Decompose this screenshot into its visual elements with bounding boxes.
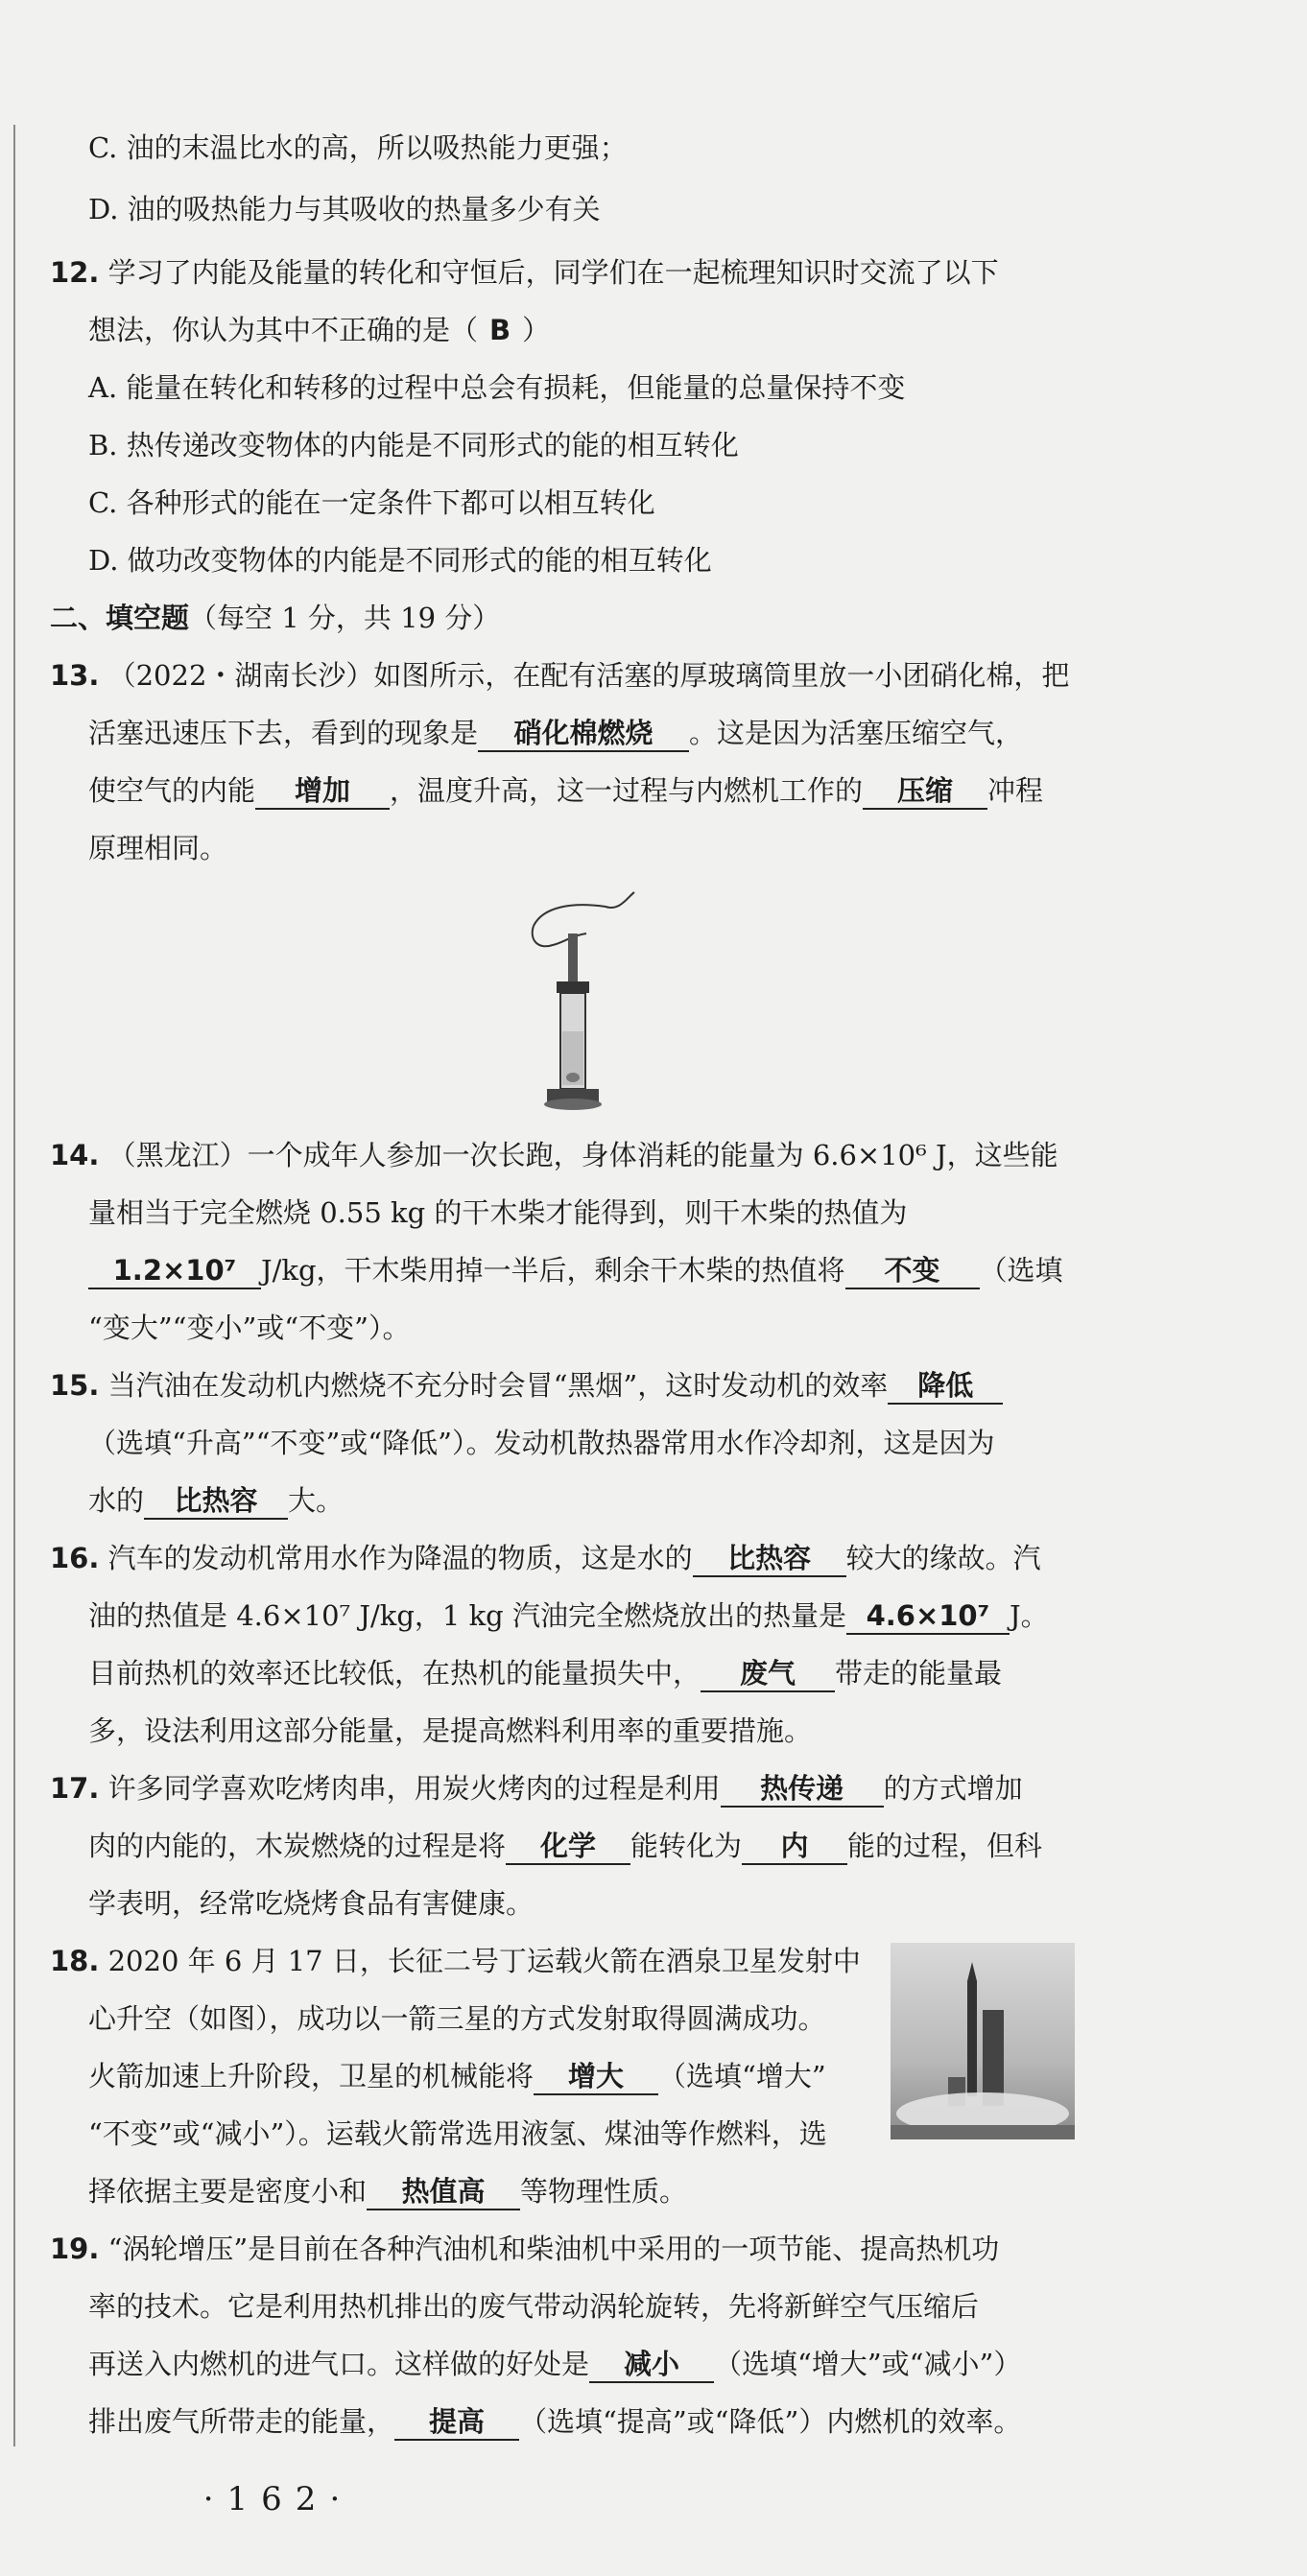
q18-line-4: “不变”或“减小”）。运载火箭常选用液氢、煤油等作燃料，选 xyxy=(88,2117,827,2150)
q15-line-3 xyxy=(88,1481,1077,1520)
q13-text-3a: 使空气的内能 xyxy=(88,774,256,807)
q17-text-1b: 的方式增加 xyxy=(883,1772,1023,1805)
q15-text-1a: 当汽油在发动机内燃烧不充分时会冒“黑烟”，这时发动机的效率 xyxy=(107,1369,889,1402)
q19-text-3b: （选填“增大”或“减小”） xyxy=(714,2348,1022,2380)
q18-text-3b: （选填“增大” xyxy=(658,2060,826,2092)
q19-answer-2: 提高 xyxy=(394,2404,519,2441)
q14-line-3 xyxy=(88,1251,1077,1289)
glass-cylinder-piston-figure xyxy=(514,887,639,1118)
q19-line-2: 率的技术。它是利用热机排出的废气带动涡轮旋转，先将新鲜空气压缩后 xyxy=(88,2290,980,2323)
q15-text-3a: 水的 xyxy=(88,1484,145,1517)
q19-text-4b: （选填“提高”或“降低”）内燃机的效率。 xyxy=(519,2405,1022,2438)
q19-text-4a: 排出废气所带走的能量， xyxy=(88,2405,395,2438)
q15-answer-1: 降低 xyxy=(888,1368,1003,1405)
q13-number: 13. xyxy=(50,659,100,692)
q16-answer-1: 比热容 xyxy=(693,1541,846,1577)
q15-line-1 xyxy=(50,1366,1077,1405)
q12-option-a: A. 能量在转化和转移的过程中总会有损耗，但能量的总量保持不变 xyxy=(88,371,906,404)
q18-text-5b: 等物理性质。 xyxy=(520,2175,688,2208)
section-heading xyxy=(50,599,1077,637)
q13-text-2a: 活塞迅速压下去，看到的现象是 xyxy=(88,717,479,749)
q17-text-1a: 许多同学喜欢吃烤肉串，用炭火烤肉的过程是利用 xyxy=(107,1772,721,1805)
q14-answer-1: 1.2×10⁷ xyxy=(88,1253,261,1289)
q17-text-2c: 能的过程，但科 xyxy=(847,1830,1043,1862)
q14-text-3b: （选填 xyxy=(979,1254,1063,1287)
section-title: 二、填空题 xyxy=(50,602,190,634)
rocket-launch-photo xyxy=(891,1943,1075,2139)
q19-line-4 xyxy=(88,2402,1077,2441)
q14-text-1: （黑龙江）一个成年人参加一次长跑，身体消耗的能量为 6.6×10⁶ J，这些能 xyxy=(107,1139,1058,1171)
q18-text-5a: 择依据主要是密度小和 xyxy=(88,2175,368,2208)
q12-option-d: D. 做功改变物体的内能是不同形式的能的相互转化 xyxy=(88,544,712,577)
q13-line-3 xyxy=(88,771,1077,810)
q16-line-2 xyxy=(88,1596,1077,1635)
q13-line-4: 原理相同。 xyxy=(88,832,228,864)
q16-text-1b: 较大的缘故。汽 xyxy=(845,1542,1041,1574)
q17-line-3: 学表明，经常吃烧烤食品有害健康。 xyxy=(88,1887,535,1920)
q13-text-1: （2022・湖南长沙）如图所示，在配有活塞的厚玻璃筒里放一小团硝化棉，把 xyxy=(107,659,1070,692)
q11-option-c: C. 油的末温比水的高，所以吸热能力更强； xyxy=(88,131,628,164)
q16-text-3b: 带走的能量最 xyxy=(835,1657,1003,1690)
q12-option-b: B. 热传递改变物体的内能是不同形式的能的相互转化 xyxy=(88,429,739,461)
q15-answer-2: 比热容 xyxy=(144,1483,288,1520)
q12-number: 12. xyxy=(50,256,100,289)
q17-answer-2: 化学 xyxy=(506,1829,630,1865)
q15-line-2: （选填“升高”“不变”或“降低”）。发动机散热器常用水作冷却剂，这是因为 xyxy=(88,1427,995,1459)
q12-stem-line-2 xyxy=(88,311,1077,349)
q13-text-3c: 冲程 xyxy=(987,774,1044,807)
q12-stem-2a: 想法，你认为其中不正确的是（ xyxy=(88,314,479,346)
q17-text-2a: 肉的内能的，木炭燃烧的过程是将 xyxy=(88,1830,507,1862)
q19-line-1 xyxy=(50,2230,1077,2268)
q18-line-3 xyxy=(88,2057,875,2095)
q18-answer-2: 热值高 xyxy=(367,2174,520,2210)
q15-number: 15. xyxy=(50,1369,100,1402)
q13-text-3b: ，温度升高，这一过程与内燃机工作的 xyxy=(390,774,864,807)
q13-line-2 xyxy=(88,714,1077,752)
q18-text-3a: 火箭加速上升阶段，卫星的机械能将 xyxy=(88,2060,535,2092)
q18-answer-1: 增大 xyxy=(534,2059,658,2095)
q12-stem-1: 学习了内能及能量的转化和守恒后，同学们在一起梳理知识时交流了以下 xyxy=(107,256,999,289)
q14-answer-2: 不变 xyxy=(845,1253,980,1289)
q17-answer-3: 内 xyxy=(742,1829,847,1865)
q18-line-2: 心升空（如图），成功以一箭三星的方式发射取得圆满成功。 xyxy=(88,2002,826,2035)
rocket-icon xyxy=(891,1943,1075,2139)
q17-text-2b: 能转化为 xyxy=(630,1830,743,1862)
q14-text-3a: J/kg，干木柴用掉一半后，剩余干木柴的热值将 xyxy=(261,1254,845,1287)
q18-number: 18. xyxy=(50,1945,100,1977)
q16-text-1a: 汽车的发动机常用水作为降温的物质，这是水的 xyxy=(107,1542,693,1574)
q13-answer-1: 硝化棉燃烧 xyxy=(478,716,689,752)
q16-text-2b: J。 xyxy=(1009,1599,1049,1632)
margin-rule xyxy=(13,125,15,2446)
q19-text-1: “涡轮增压”是目前在各种汽油机和柴油机中采用的一项节能、提高热机功 xyxy=(107,2233,1000,2265)
q17-line-2 xyxy=(88,1827,1077,1865)
q14-line-4: “变大”“变小”或“不变”）。 xyxy=(88,1312,411,1344)
q19-text-3a: 再送入内燃机的进气口。这样做的好处是 xyxy=(88,2348,590,2380)
q17-number: 17. xyxy=(50,1772,100,1805)
q15-text-3b: 大。 xyxy=(288,1484,345,1517)
q14-line-2: 量相当于完全燃烧 0.55 kg 的干木柴才能得到，则干木柴的热值为 xyxy=(88,1196,908,1229)
q12-option-c: C. 各种形式的能在一定条件下都可以相互转化 xyxy=(88,486,655,519)
q16-answer-3: 废气 xyxy=(701,1656,835,1692)
page-number-value: 162 xyxy=(226,2480,330,2518)
q13-text-2b: 。这是因为活塞压缩空气， xyxy=(689,717,1024,749)
q11-option-d: D. 油的吸热能力与其吸收的热量多少有关 xyxy=(88,193,601,225)
q18-text-1: 2020 年 6 月 17 日，长征二号丁运载火箭在酒泉卫星发射中 xyxy=(107,1945,861,1977)
q17-answer-1: 热传递 xyxy=(721,1771,884,1808)
q16-line-3 xyxy=(88,1654,1077,1692)
q14-number: 14. xyxy=(50,1139,100,1171)
q16-line-4: 多，设法利用这部分能量，是提高燃料利用率的重要措施。 xyxy=(88,1714,813,1747)
q12-stem-2b: ） xyxy=(522,314,551,346)
q19-number: 19. xyxy=(50,2233,100,2265)
q16-text-2a: 油的热值是 4.6×10⁷ J/kg，1 kg 汽油完全燃烧放出的热量是 xyxy=(88,1599,846,1632)
q19-answer-1: 减小 xyxy=(589,2347,714,2383)
q13-answer-2: 增加 xyxy=(255,773,390,810)
q16-answer-2: 4.6×10⁷ xyxy=(846,1598,1010,1635)
q16-text-3a: 目前热机的效率还比较低，在热机的能量损失中， xyxy=(88,1657,701,1690)
q16-number: 16. xyxy=(50,1542,100,1574)
section-note: （每空 1 分，共 19 分） xyxy=(189,602,501,634)
q13-answer-3: 压缩 xyxy=(863,773,987,810)
q16-line-1 xyxy=(50,1539,1077,1577)
q12-stem-line-1 xyxy=(50,253,1077,292)
q19-line-3 xyxy=(88,2345,1077,2383)
page-number: ·162· xyxy=(202,2480,354,2518)
q18-line-5 xyxy=(88,2172,1077,2210)
q14-line-1 xyxy=(50,1136,1077,1174)
q13-line-1 xyxy=(50,656,1077,695)
q17-line-1 xyxy=(50,1769,1077,1808)
q12-answer: B xyxy=(489,314,511,346)
q18-line-1 xyxy=(50,1942,875,1980)
